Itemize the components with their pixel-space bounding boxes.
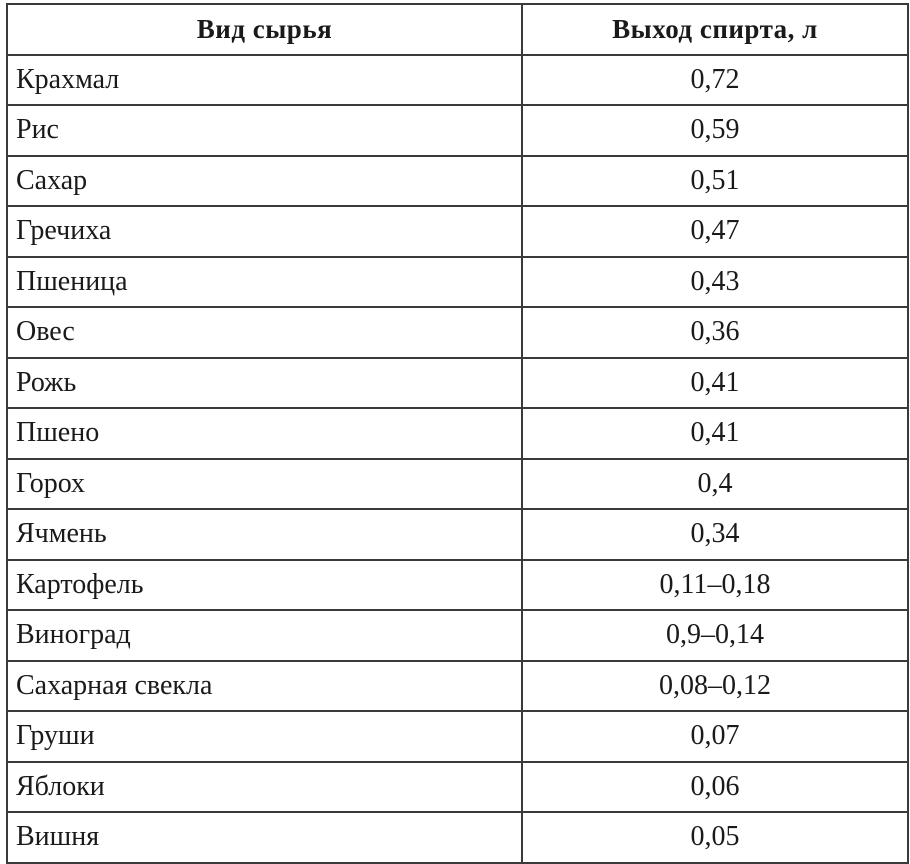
raw-material-cell: Пшеница	[7, 257, 522, 308]
raw-material-cell: Рожь	[7, 358, 522, 409]
yield-value-cell: 0,34	[522, 509, 908, 560]
table-row	[7, 257, 908, 308]
raw-material-cell: Гречиха	[7, 206, 522, 257]
yield-value-cell: 0,51	[522, 156, 908, 207]
raw-material-cell: Горох	[7, 459, 522, 510]
table-row	[7, 105, 908, 156]
table-row	[7, 206, 908, 257]
alcohol-yield-table	[6, 3, 909, 864]
yield-value-cell: 0,4	[522, 459, 908, 510]
yield-value-cell: 0,41	[522, 358, 908, 409]
yield-value-cell: 0,43	[522, 257, 908, 308]
yield-value-cell: 0,11–0,18	[522, 560, 908, 611]
yield-value-cell: 0,47	[522, 206, 908, 257]
table-row	[7, 661, 908, 712]
raw-material-cell: Груши	[7, 711, 522, 762]
header-raw-material: Вид сырья	[7, 4, 522, 55]
yield-value-cell: 0,05	[522, 812, 908, 863]
table-header-row	[7, 4, 908, 55]
raw-material-cell: Виноград	[7, 610, 522, 661]
table-row	[7, 55, 908, 106]
yield-value-cell: 0,41	[522, 408, 908, 459]
yield-value-cell: 0,72	[522, 55, 908, 106]
table-row	[7, 358, 908, 409]
table-row	[7, 610, 908, 661]
table-row	[7, 459, 908, 510]
yield-value-cell: 0,06	[522, 762, 908, 813]
raw-material-cell: Яблоки	[7, 762, 522, 813]
table-row	[7, 307, 908, 358]
raw-material-cell: Сахар	[7, 156, 522, 207]
table-row	[7, 509, 908, 560]
table-row	[7, 560, 908, 611]
table-row	[7, 762, 908, 813]
raw-material-cell: Пшено	[7, 408, 522, 459]
raw-material-cell: Картофель	[7, 560, 522, 611]
table-row	[7, 156, 908, 207]
yield-value-cell: 0,9–0,14	[522, 610, 908, 661]
table-row	[7, 711, 908, 762]
raw-material-cell: Овес	[7, 307, 522, 358]
raw-material-cell: Сахарная свекла	[7, 661, 522, 712]
raw-material-cell: Вишня	[7, 812, 522, 863]
yield-value-cell: 0,07	[522, 711, 908, 762]
table-row	[7, 812, 908, 863]
yield-value-cell: 0,08–0,12	[522, 661, 908, 712]
header-alcohol-yield: Выход спирта, л	[522, 4, 908, 55]
raw-material-cell: Крахмал	[7, 55, 522, 106]
raw-material-cell: Рис	[7, 105, 522, 156]
raw-material-cell: Ячмень	[7, 509, 522, 560]
table-row	[7, 408, 908, 459]
yield-value-cell: 0,59	[522, 105, 908, 156]
yield-value-cell: 0,36	[522, 307, 908, 358]
